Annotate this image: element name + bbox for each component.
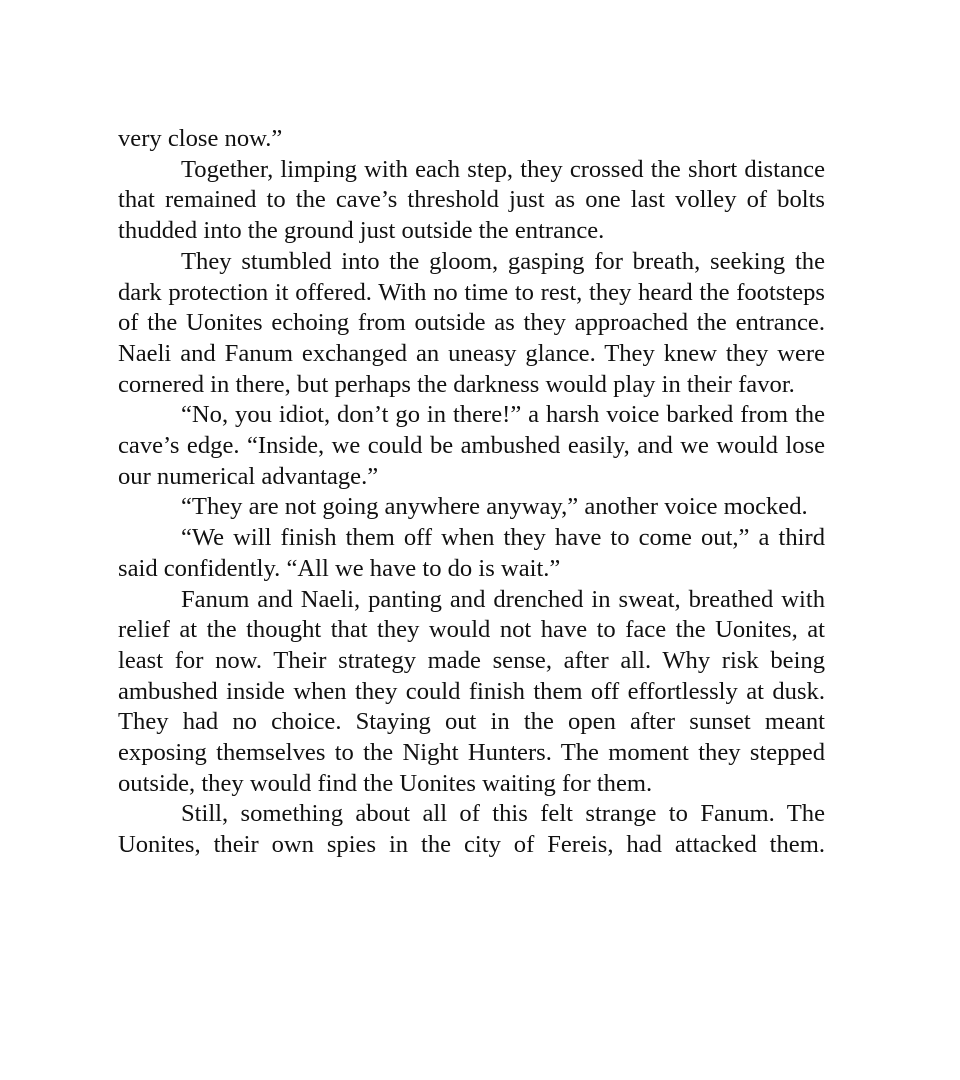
paragraph: “No, you idiot, don’t go in there!” a harsh voice barked from the cave’s edge. “Inside, we could be ambushed easily, and we would lose our numerical advantage.” [118, 401, 825, 490]
paragraph: Together, limping with each step, they crossed the short distance that remained to the cave’s threshold just as one last volley of bolts thudded into the ground just outside the entrance. [118, 155, 825, 245]
paragraph-continuation: very close now.” [118, 125, 283, 152]
paragraph: “We will finish them off when they have to come out,” a third said confidently. “All we have to do is wait.” [118, 524, 825, 582]
paragraph-continues: Still, something about all of this felt strange to Fanum. The Uonites, their own spies in the city of Fereis, had attacked them. [118, 800, 825, 859]
paragraph: They stumbled into the gloom, gasping for breath, seeking the dark protection it offered. With no time to rest, they heard the footsteps of the Uonites echoing from outside as they approached the entrance. Naeli and Fanum exchanged an uneasy glance. They knew they were cornered in there, but perhaps the darkness would play in their favor. [118, 247, 825, 398]
paragraph: “They are not going anywhere anyway,” another voice mocked. [181, 493, 808, 521]
document-page [118, 124, 825, 861]
paragraph: Fanum and Naeli, panting and drenched in sweat, breathed with relief at the thought that they would not have to face the Uonites, at least for now. Their strategy made sense, after all. Why risk being ambushed inside when they could finish them off effortlessly at dusk. They had no choice. Staying out in the open after sunset meant exposing themselves to the Night Hunters. The moment they stepped outside, they would find the Uonites waiting for them. [118, 585, 825, 797]
